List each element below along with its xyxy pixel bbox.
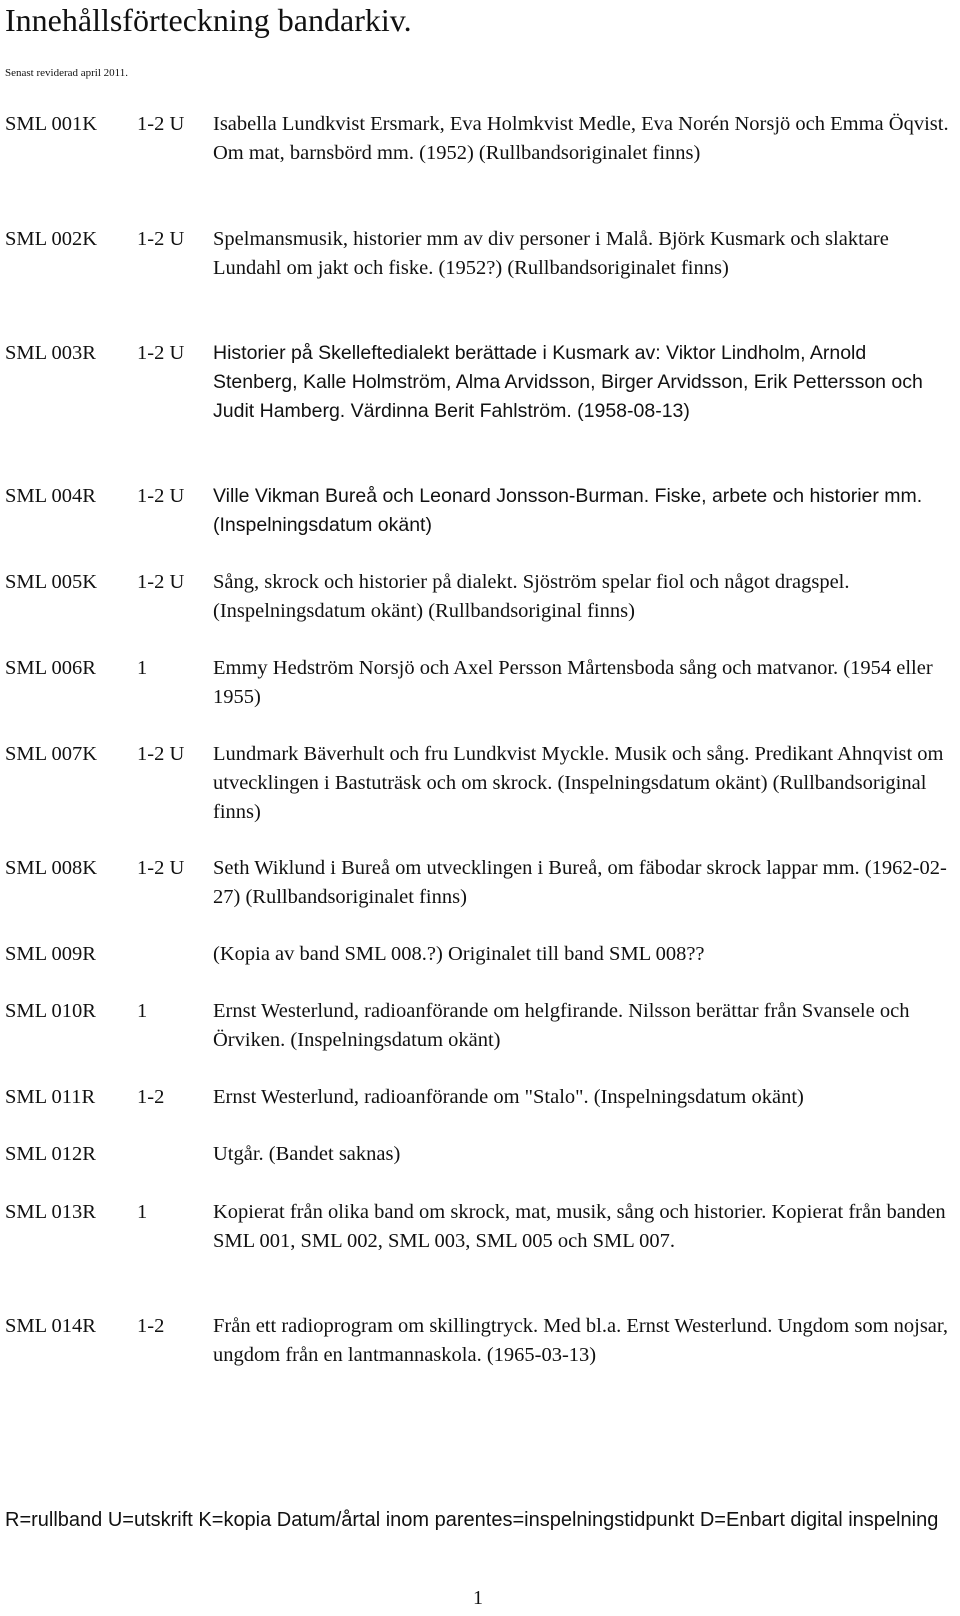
tape-description: Isabella Lundkvist Ersmark, Eva Holmkvist Medle, Eva Norén Norsjö och Emma Öqvist. Om mat, barnsbörd mm. (1952) (Rullbandsoriginalet finns) (213, 113, 949, 164)
document-title: Innehållsförteckning bandarkiv. (5, 2, 412, 38)
tape-count: 1 (137, 1201, 148, 1223)
tape-code: SML 006R (5, 657, 96, 679)
tape-count: 1-2 U (137, 113, 185, 135)
tape-count: 1-2 U (137, 342, 185, 364)
tape-count: 1-2 U (137, 857, 185, 879)
tape-code: SML 004R (5, 485, 96, 507)
tape-code: SML 007K (5, 743, 98, 765)
tape-description: Från ett radioprogram om skillingtryck. Med bl.a. Ernst Westerlund. Ungdom som nojsar, ungdom från en lantmannaskola. (1965-03-13) (213, 1315, 949, 1366)
tape-count: 1-2 (137, 1315, 165, 1337)
tape-code: SML 003R (5, 342, 96, 364)
tape-description: Kopierat från olika band om skrock, mat, musik, sång och historier. Kopierat från banden SML 001, SML 002, SML 003, SML 005 och SML 007. (213, 1201, 946, 1252)
tape-description: Ernst Westerlund, radioanförande om "Stalo". (Inspelningsdatum okänt) (213, 1086, 804, 1108)
tape-code: SML 005K (5, 571, 98, 593)
tape-code: SML 002K (5, 228, 98, 250)
tape-code: SML 013R (5, 1201, 96, 1223)
tape-code: SML 001K (5, 113, 98, 135)
tape-count: 1-2 U (137, 743, 185, 765)
tape-count: 1 (137, 657, 148, 679)
page-number: 1 (473, 1587, 483, 1609)
tape-description: (Kopia av band SML 008.?) Originalet till band SML 008?? (213, 943, 705, 965)
tape-count: 1-2 U (137, 571, 185, 593)
tape-description: Utgår. (Bandet saknas) (213, 1143, 401, 1165)
tape-description: Emmy Hedström Norsjö och Axel Persson Mårtensboda sång och matvanor. (1954 eller 1955) (213, 657, 933, 708)
tape-count: 1-2 U (137, 485, 185, 507)
tape-description: Sång, skrock och historier på dialekt. Sjöström spelar fiol och något dragspel. (Inspelningsdatum okänt) (Rullbandsoriginal finns) (213, 571, 850, 622)
tape-description: Ernst Westerlund, radioanförande om helgfirande. Nilsson berättar från Svansele och Örviken. (Inspelningsdatum okänt) (213, 1000, 910, 1051)
tape-code: SML 011R (5, 1086, 96, 1108)
tape-count: 1-2 (137, 1086, 165, 1108)
tape-description: Ville Vikman Bureå och Leonard Jonsson-Burman. Fiske, arbete och historier mm. (Inspelningsdatum okänt) (213, 485, 923, 536)
tape-description: Lundmark Bäverhult och fru Lundkvist Myckle. Musik och sång. Predikant Ahnqvist om utvecklingen i Bastuträsk och om skrock. (Inspelningsdatum okänt) (Rullbandsoriginal finns) (213, 743, 944, 823)
tape-count: 1-2 U (137, 228, 185, 250)
tape-description: Spelmansmusik, historier mm av div personer i Malå. Björk Kusmark och slaktare Lundahl om jakt och fiske. (1952?) (Rullbandsoriginalet finns) (213, 228, 889, 279)
revision-note: Senast reviderad april 2011. (5, 67, 128, 79)
tape-code: SML 014R (5, 1315, 96, 1337)
tape-code: SML 008K (5, 857, 98, 879)
legend-note: R=rullband U=utskrift K=kopia Datum/årtal inom parentes=inspelningstidpunkt D=Enbart digital inspelning (5, 1509, 939, 1531)
tape-count: 1 (137, 1000, 148, 1022)
tape-code: SML 012R (5, 1143, 96, 1165)
tape-description: Historier på Skelleftedialekt berättade i Kusmark av: Viktor Lindholm, Arnold Stenberg, Kalle Holmström, Alma Arvidsson, Birger Arvidsson, Erik Pettersson och Judit Hamberg. Värdinna Berit Fahlström. (1958-08-13) (213, 342, 923, 422)
tape-code: SML 009R (5, 943, 96, 965)
tape-code: SML 010R (5, 1000, 96, 1022)
tape-description: Seth Wiklund i Bureå om utvecklingen i Bureå, om fäbodar skrock lappar mm. (1962-02-27) (Rullbandsoriginalet finns) (213, 857, 947, 908)
